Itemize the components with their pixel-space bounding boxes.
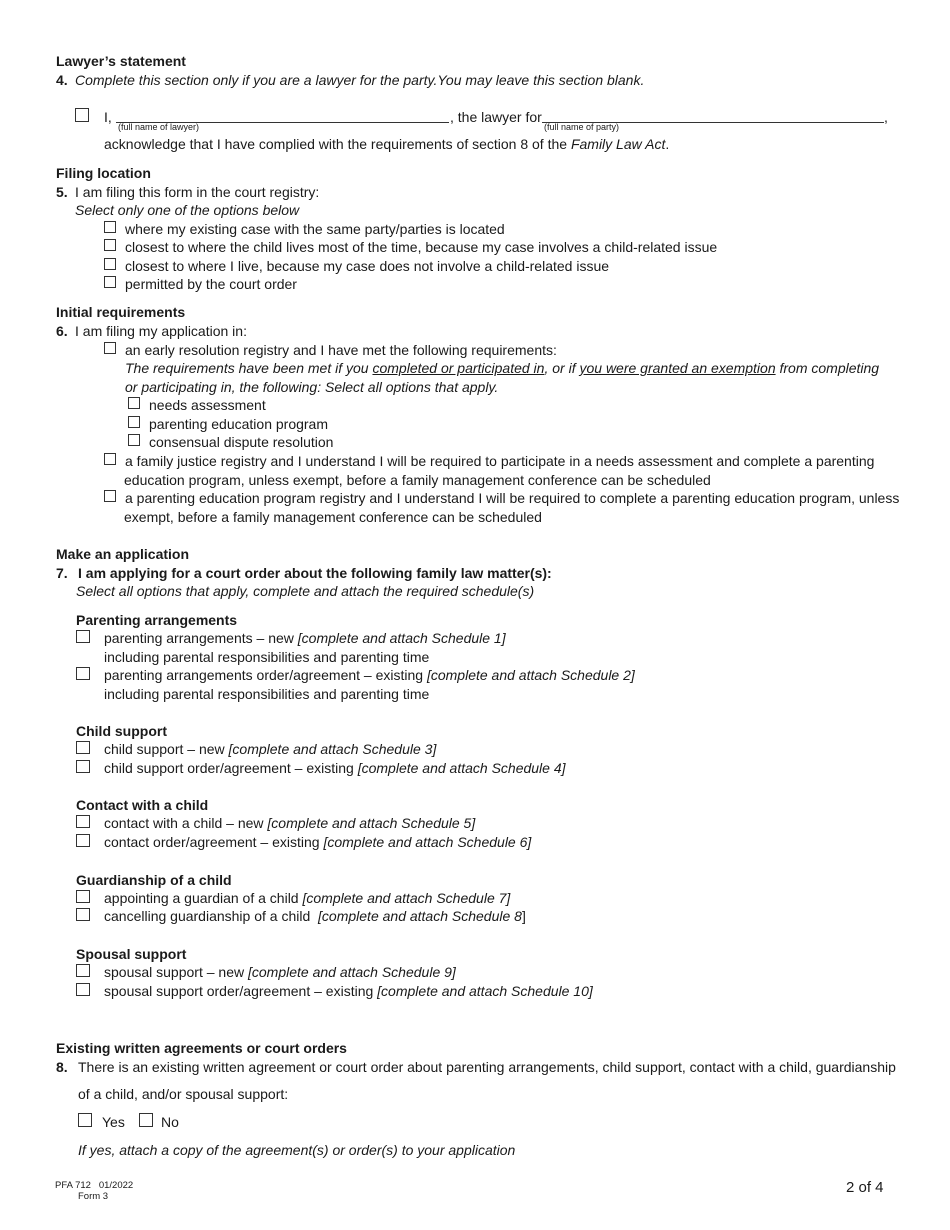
schedule-note: [complete and attach Schedule 7] bbox=[302, 890, 511, 906]
schedule-note: [complete and attach Schedule 10] bbox=[377, 983, 593, 999]
needs-assessment-checkbox[interactable] bbox=[128, 397, 140, 409]
spousal-existing-checkbox[interactable] bbox=[76, 983, 90, 996]
consensual-dispute-label: consensual dispute resolution bbox=[149, 434, 334, 450]
ack-post: . bbox=[665, 136, 670, 152]
section-6-number: 6. bbox=[56, 323, 68, 339]
option-text: cancelling guardianship of a child bbox=[104, 908, 319, 924]
schedule-note: [complete and attach Schedule 2] bbox=[426, 667, 635, 683]
acknowledgement-text bbox=[104, 135, 669, 153]
registry-option-label: permitted by the court order bbox=[125, 276, 297, 292]
registry-where-i-live-checkbox[interactable] bbox=[104, 258, 116, 270]
early-resolution-checkbox[interactable] bbox=[104, 342, 116, 354]
schedule-note: [complete and attach Schedule 6] bbox=[323, 834, 532, 850]
form-number: Form 3 bbox=[78, 1191, 109, 1202]
no-label: No bbox=[161, 1114, 179, 1130]
req-underlined-completed: completed or participated in bbox=[372, 360, 545, 376]
contact-new-label bbox=[104, 814, 475, 832]
contact-new-checkbox[interactable] bbox=[76, 815, 90, 828]
section-4-number: 4. bbox=[56, 72, 68, 88]
lawyer-statement-checkbox[interactable] bbox=[75, 108, 89, 122]
spousal-new-label bbox=[104, 963, 456, 981]
family-justice-registry-checkbox[interactable] bbox=[104, 453, 116, 465]
option-text: appointing a guardian of a child bbox=[104, 890, 303, 906]
section-5-number: 5. bbox=[56, 184, 68, 200]
option-text: contact order/agreement – existing bbox=[104, 834, 324, 850]
child-support-title: Child support bbox=[76, 723, 167, 739]
spousal-support-title: Spousal support bbox=[76, 946, 187, 962]
section-6-statement: I am filing my application in: bbox=[75, 323, 247, 339]
parenting-education-checkbox[interactable] bbox=[128, 416, 140, 428]
registry-existing-case-checkbox[interactable] bbox=[104, 221, 116, 233]
needs-assessment-label: needs assessment bbox=[149, 397, 266, 413]
schedule-note: [complete and attach Schedule 9] bbox=[247, 964, 456, 980]
schedule-note: [complete and attach Schedule 5] bbox=[267, 815, 476, 831]
child-support-new-label bbox=[104, 740, 436, 758]
parenting-new-checkbox[interactable] bbox=[76, 630, 90, 643]
section-4-heading: Lawyer’s statement bbox=[56, 53, 186, 69]
parenting-education-registry-checkbox[interactable] bbox=[104, 490, 116, 502]
cancel-guardianship-label bbox=[104, 907, 526, 925]
existing-yes-checkbox[interactable] bbox=[78, 1113, 92, 1127]
requirements-explanation bbox=[125, 359, 879, 377]
option-text: parenting arrangements order/agreement – existing bbox=[104, 667, 427, 683]
parenting-existing-checkbox[interactable] bbox=[76, 667, 90, 680]
section-8-statement: There is an existing written agreement or court order about parenting arrangements, child support, contact with a child, guardianship bbox=[78, 1059, 896, 1075]
lawyer-for-text: , the lawyer for bbox=[450, 109, 542, 125]
requirements-explanation-cont: or participating in, the following: Select all options that apply. bbox=[125, 379, 499, 395]
i-prefix: I, bbox=[104, 109, 112, 125]
parenting-arrangements-title: Parenting arrangements bbox=[76, 612, 238, 628]
parenting-education-registry-label: a parenting education program registry and I understand I will be required to complete a parenting education program, unless bbox=[125, 490, 900, 506]
guardianship-title: Guardianship of a child bbox=[76, 872, 232, 888]
family-justice-label: a family justice registry and I understand I will be required to participate in a needs assessment and complete a parenting bbox=[125, 453, 875, 469]
schedule-note: [complete and attach Schedule 4] bbox=[357, 760, 566, 776]
spousal-new-checkbox[interactable] bbox=[76, 964, 90, 977]
party-name-caption: (full name of party) bbox=[544, 122, 620, 132]
section-7-instruction: Select all options that apply, complete and attach the required schedule(s) bbox=[76, 583, 535, 599]
parenting-new-label bbox=[104, 629, 506, 647]
line-comma: , bbox=[884, 109, 888, 125]
section-8-number: 8. bbox=[56, 1059, 68, 1075]
spousal-existing-label bbox=[104, 982, 593, 1000]
parenting-existing-label bbox=[104, 666, 635, 684]
contact-existing-label bbox=[104, 833, 531, 851]
option-text: spousal support order/agreement – existing bbox=[104, 983, 378, 999]
contact-existing-checkbox[interactable] bbox=[76, 834, 90, 847]
appoint-guardian-label bbox=[104, 889, 510, 907]
section-7-heading: Make an application bbox=[56, 546, 190, 562]
option-text: child support – new bbox=[104, 741, 229, 757]
option-text: spousal support – new bbox=[104, 964, 248, 980]
parenting-education-registry-label-cont: exempt, before a family management conference can be scheduled bbox=[124, 509, 542, 525]
section-7-number: 7. bbox=[56, 565, 68, 581]
lawyer-name-caption: (full name of lawyer) bbox=[118, 122, 200, 132]
section-5-heading: Filing location bbox=[56, 165, 151, 181]
section-7-statement: I am applying for a court order about the following family law matter(s): bbox=[78, 565, 552, 581]
form-code: PFA 712 01/2022 bbox=[55, 1180, 134, 1191]
family-law-act: Family Law Act bbox=[570, 136, 666, 152]
schedule-note: [complete and attach Schedule 8 bbox=[318, 908, 522, 924]
family-justice-label-cont: education program, unless exempt, before a family management conference can be scheduled bbox=[124, 472, 711, 488]
section-8-heading: Existing written agreements or court orders bbox=[56, 1040, 347, 1056]
req-underlined-exemption: you were granted an exemption bbox=[579, 360, 776, 376]
req-part: The requirements have been met if you bbox=[125, 360, 373, 376]
existing-no-checkbox[interactable] bbox=[139, 1113, 153, 1127]
ack-pre: acknowledge that I have complied with the requirements of section 8 of the bbox=[104, 136, 571, 152]
parenting-new-subtext: including parental responsibilities and parenting time bbox=[104, 649, 430, 665]
option-text: parenting arrangements – new bbox=[104, 630, 298, 646]
attach-copy-note: If yes, attach a copy of the agreement(s) or order(s) to your application bbox=[78, 1142, 516, 1158]
schedule-note: [complete and attach Schedule 3] bbox=[228, 741, 437, 757]
section-5-instruction: Select only one of the options below bbox=[75, 202, 300, 218]
early-resolution-label: an early resolution registry and I have met the following requirements: bbox=[125, 342, 557, 358]
child-support-existing-checkbox[interactable] bbox=[76, 760, 90, 773]
registry-option-label: closest to where the child lives most of the time, because my case involves a child-related issue bbox=[125, 239, 718, 255]
option-text: child support order/agreement – existing bbox=[104, 760, 358, 776]
section-5-statement: I am filing this form in the court registry: bbox=[75, 184, 320, 200]
registry-option-label: closest to where I live, because my case does not involve a child-related issue bbox=[125, 258, 610, 274]
section-4-instruction: Complete this section only if you are a lawyer for the party.You may leave this section blank. bbox=[75, 72, 645, 88]
cancel-guardianship-checkbox[interactable] bbox=[76, 908, 90, 921]
consensual-dispute-checkbox[interactable] bbox=[128, 434, 140, 446]
parenting-education-label: parenting education program bbox=[149, 416, 329, 432]
contact-title: Contact with a child bbox=[76, 797, 209, 813]
parenting-existing-subtext: including parental responsibilities and parenting time bbox=[104, 686, 430, 702]
yes-label: Yes bbox=[102, 1114, 125, 1130]
child-support-existing-label bbox=[104, 759, 566, 777]
section-8-statement-cont: of a child, and/or spousal support: bbox=[78, 1086, 289, 1102]
req-part: , or if bbox=[544, 360, 580, 376]
appoint-guardian-checkbox[interactable] bbox=[76, 890, 90, 903]
registry-option-label: where my existing case with the same party/parties is located bbox=[125, 221, 505, 237]
registry-court-order-checkbox[interactable] bbox=[104, 276, 116, 288]
schedule-note: [complete and attach Schedule 1] bbox=[297, 630, 506, 646]
req-part: from completing bbox=[775, 360, 880, 376]
option-text: contact with a child – new bbox=[104, 815, 268, 831]
page-number: 2 of 4 bbox=[846, 1179, 884, 1196]
child-support-new-checkbox[interactable] bbox=[76, 741, 90, 754]
closing-bracket: ] bbox=[521, 908, 526, 924]
registry-child-lives-checkbox[interactable] bbox=[104, 239, 116, 251]
section-6-heading: Initial requirements bbox=[56, 304, 186, 320]
